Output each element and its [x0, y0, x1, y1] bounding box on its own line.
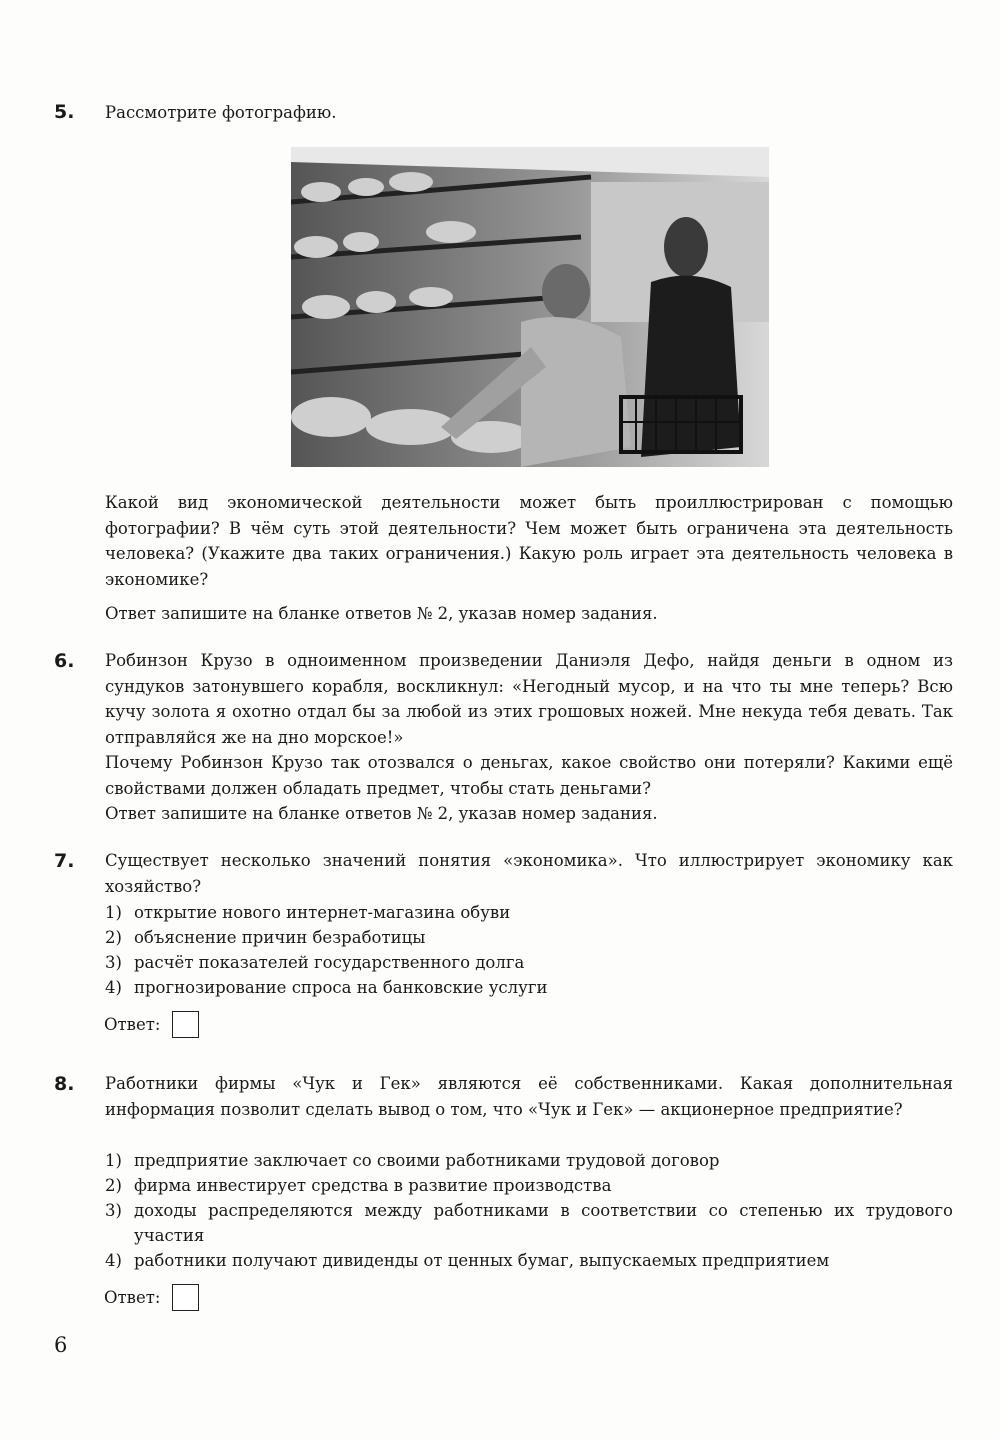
- task-5-prompt: Рассмотрите фотографию.: [105, 103, 337, 122]
- task-6-instruction: Ответ запишите на бланке ответов № 2, указав номер задания.: [105, 804, 658, 823]
- supermarket-photo-illustration: [291, 147, 769, 467]
- task-8-answer: [104, 1288, 160, 1307]
- task-7-answer-box[interactable]: [172, 1011, 199, 1038]
- supermarket-photo: [291, 147, 769, 467]
- task-8-number: 8.: [54, 1073, 75, 1095]
- option-text: открытие нового интернет-магазина обуви: [134, 903, 511, 922]
- option-text: доходы распределяются между работниками в соответствии со степенью их трудового участия: [134, 1201, 953, 1245]
- option-text: расчёт показателей государственного долга: [134, 953, 525, 972]
- option-number: 3): [105, 1201, 122, 1220]
- task-8-answer-box[interactable]: [172, 1284, 199, 1311]
- page-number: 6: [54, 1333, 68, 1357]
- task-8-question: Работники фирмы «Чук и Гек» являются её собственниками. Какая дополнительная информация позволит сделать вывод о том, что «Чук и Гек» — акционерное предприятие?: [105, 1074, 953, 1119]
- option-number: 4): [105, 1251, 122, 1270]
- task-7-number: 7.: [54, 850, 75, 872]
- option-number: 2): [105, 1176, 122, 1195]
- option-number: 3): [105, 953, 122, 972]
- option-number: 4): [105, 978, 122, 997]
- task-7-answer: [104, 1015, 160, 1034]
- option-number: 2): [105, 928, 122, 947]
- task-6-number: 6.: [54, 650, 75, 672]
- task-6-question: Почему Робинзон Крузо так отозвался о деньгах, какое свойство они потеряли? Какими ещё свойствами должен обладать предмет, чтобы стать деньгами?: [105, 753, 953, 798]
- option-text: фирма инвестирует средства в развитие производства: [134, 1176, 612, 1195]
- option-text: предприятие заключает со своими работниками трудовой договор: [134, 1151, 720, 1170]
- task-5-question: Какой вид экономической деятельности может быть проиллюстрирован с помощью фотографии? В чём суть этой деятельности? Чем может быть ограничена эта деятельность человека? (Укажите два таких ограничения.) Какую роль играет эта деятельность человека в экономике?: [105, 493, 953, 589]
- option-text: работники получают дивиденды от ценных бумаг, выпускаемых предприятием: [134, 1251, 830, 1270]
- option-text: прогнозирование спроса на банковские услуги: [134, 978, 548, 997]
- task-5-instruction: Ответ запишите на бланке ответов № 2, указав номер задания.: [105, 604, 658, 623]
- answer-label: Ответ:: [104, 1288, 161, 1307]
- task-6-text: Робинзон Крузо в одноименном произведении Даниэля Дефо, найдя деньги в одном из сундуков затонувшего корабля, воскликнул: «Негодный мусор, и на что ты мне теперь? Всю кучу золота я охотно отдал бы за любой из этих грошовых ножей. Мне некуда тебя девать. Так отправляйся же на дно морское!»: [105, 651, 953, 747]
- option-number: 1): [105, 903, 122, 922]
- task-5-number: 5.: [54, 101, 75, 123]
- task-7-question: Существует несколько значений понятия «экономика». Что иллюстрирует экономику как хозяйство?: [105, 851, 953, 896]
- option-text: объяснение причин безработицы: [134, 928, 426, 947]
- option-number: 1): [105, 1151, 122, 1170]
- answer-label: Ответ:: [104, 1015, 161, 1034]
